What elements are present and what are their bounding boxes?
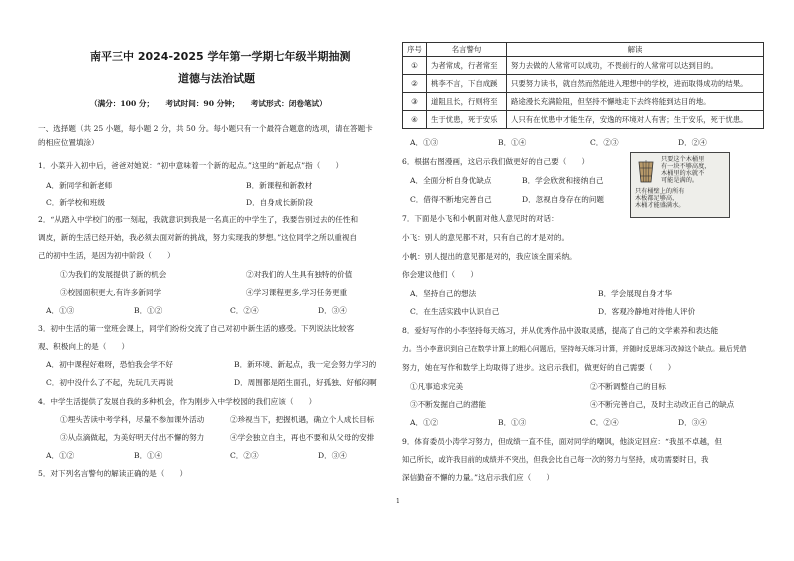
q1-option-d[interactable]: D．自身成长新阶段 xyxy=(246,198,313,207)
table-cell-no: ① xyxy=(403,57,427,75)
q1-option-c[interactable]: C．新学校和班级 xyxy=(46,198,105,207)
q8-statement-4: ④不断完善自己，及时主动改正自己的缺点 xyxy=(590,400,735,409)
q6-option-c[interactable]: C．借得不断地完善自己 xyxy=(410,195,492,204)
q5-option-b[interactable]: B．①④ xyxy=(498,138,527,147)
q4-option-a[interactable]: A．①② xyxy=(46,451,75,460)
q7-option-b[interactable]: B．学会展现自身才华 xyxy=(598,289,672,298)
table-cell-no: ③ xyxy=(403,93,427,111)
q7-stem-line1: 7．下面是小飞和小帆面对他人意见时的对话： xyxy=(402,214,559,223)
table-header-row xyxy=(403,43,764,57)
barrel-icon xyxy=(635,158,657,184)
exam-meta: （满分：100 分； 考试时间：90 分钟； 考试形式：闭卷笔试） xyxy=(90,99,327,108)
section-intro: 一、选择题（共 25 小题，每小题 2 分，共 50 分。每小题只有一个最符合题意的选项，请在答题卡 xyxy=(38,124,373,133)
q8-stem-line1: 8．爱好写作的小李坚持每天练习，并从优秀作品中汲取灵感，提高了自己的文学素养和表达能 xyxy=(402,326,719,335)
q8-option-c[interactable]: C．②④ xyxy=(590,418,619,427)
q1-option-a[interactable]: A．新同学和新老师 xyxy=(46,181,113,190)
q2-option-b[interactable]: B．①② xyxy=(134,306,163,315)
q5-option-a[interactable]: A．①③ xyxy=(410,138,439,147)
exam-title: 南平三中 2024-2025 学年第一学期七年级半期抽测 xyxy=(90,50,351,63)
table-row xyxy=(403,57,764,75)
q7-stem-line2: 小飞：别人的意见都不对，只有自己的才是对的。 xyxy=(402,233,570,242)
q3-option-b[interactable]: B．新环境、新起点，我一定会努力学习的 xyxy=(234,360,377,369)
page-number: 1 xyxy=(396,498,400,505)
q8-statement-1: ①凡事追求完美 xyxy=(410,382,464,391)
q7-stem-line3: 小帆：别人提出的意见都是对的，我应该全面采纳。 xyxy=(402,252,577,261)
q2-stem-line1: 2．“从踏入中学校门的那一刻起，我就意识到我是一名真正的中学生了，我要告别过去的任性和 xyxy=(38,215,359,224)
q7-option-a[interactable]: A．坚持自己的想法 xyxy=(410,289,477,298)
q7-option-d[interactable]: D．客观冷静地对待他人评价 xyxy=(598,307,696,316)
q3-option-a[interactable]: A．初中课程好难呀，恐怕我会学不好 xyxy=(46,360,173,369)
q2-option-d[interactable]: D．③④ xyxy=(318,306,347,315)
q5-stem: 5．对下列名言警句的解读正确的是（ ） xyxy=(38,469,188,478)
quote-table xyxy=(402,42,764,129)
q9-stem-line2: 知己所长，或许我目前的成绩并不突出，但我会比自己每一次的努力与坚持，成功需要时日，我 xyxy=(402,455,709,464)
q8-stem-line3: 努力，她在写作和数学上均取得了进步。这启示我们，做更好的自己需要（ ） xyxy=(402,363,676,372)
q4-statement-4: ④学会独立自主，再也不要和从父母的安排 xyxy=(230,433,375,442)
q6-option-d[interactable]: D．忽视自身存在的问题 xyxy=(522,195,605,204)
q4-statement-2: ②珍视当下，把握机遇，确立个人成长目标 xyxy=(230,415,375,424)
q7-stem-line4: 你会建议他们（ ） xyxy=(402,270,478,279)
q7-option-c[interactable]: C．在生活实践中认识自己 xyxy=(410,307,500,316)
q3-option-d[interactable]: D．周围都是陌生面孔，好孤独、好郁闷啊 xyxy=(234,378,377,387)
q8-stem-line2: 力。当小李意识到自己在数学计算上的粗心问题后，坚持每天练习计算，并随时反思练习改掉这个缺点。最后凭借 xyxy=(402,345,747,353)
q2-statement-4: ④学习课程更多,学习任务更重 xyxy=(246,288,348,297)
table-row xyxy=(403,93,764,111)
table-cell-quote: 桃李不言，下自成蹊 xyxy=(427,75,507,93)
table-cell-note: 路途漫长充满险阻，但坚持不懈地走下去终将能到达目的地。 xyxy=(507,93,764,111)
q4-statement-3: ③从点滴做起，为美好明天付出不懈的努力 xyxy=(60,433,205,442)
table-cell-quote: 生于忧患，死于安乐 xyxy=(427,111,507,129)
table-cell-no: ④ xyxy=(403,111,427,129)
barrel-cartoon xyxy=(630,152,730,218)
table-cell-note: 人只有在忧患中才能生存，安逸的环境对人有害；生于安乐，死于忧患。 xyxy=(507,111,764,129)
table-cell-no: ② xyxy=(403,75,427,93)
q2-option-c[interactable]: C．②④ xyxy=(230,306,259,315)
q2-stem-line2: 调皮，新的生活已经开始，我必须去面对新的挑战，努力实现我的梦想。”这位同学之所以重视自 xyxy=(38,233,358,242)
q3-stem-line2: 观、积极向上的是（ ） xyxy=(38,342,130,351)
q2-option-a[interactable]: A．①③ xyxy=(46,306,75,315)
q9-stem-line3: 深信勤奋不懈的力量。”这启示我们应（ ） xyxy=(402,473,554,482)
q6-option-b[interactable]: B．学会欣赏和接纳自己 xyxy=(522,176,604,185)
q2-statement-2: ②对我们的人生具有独特的价值 xyxy=(246,270,353,279)
q4-option-c[interactable]: C．②③ xyxy=(230,451,259,460)
q6-stem: 6．根据右图漫画，这启示我们做更好的自己要（ ） xyxy=(402,157,590,166)
q5-option-c[interactable]: C．②③ xyxy=(590,138,619,147)
cartoon-bubble-1: 只要这个木桶里 有一块不够高度， 木桶里的水就不 可能是满的。 xyxy=(661,156,711,185)
q8-statement-3: ③不断发掘自己的潜能 xyxy=(410,400,486,409)
table-header-note: 解读 xyxy=(507,43,764,57)
q4-statement-1: ①埋头苦读中考学科，尽量不参加课外活动 xyxy=(60,415,205,424)
q4-option-b[interactable]: B．①④ xyxy=(134,451,163,460)
q8-option-b[interactable]: B．①③ xyxy=(498,418,527,427)
q4-option-d[interactable]: D．③④ xyxy=(318,451,347,460)
table-cell-quote: 道阻且长，行则将至 xyxy=(427,93,507,111)
q9-stem-line1: 9．体育委员小涛学习努力，但成绩一直不佳，面对同学的嘲讽，他淡定回应：“我虽不卓越，但 xyxy=(402,437,723,446)
table-cell-note: 只要努力读书，就自然而然能进入理想中的学校，进而取得成功的结果。 xyxy=(507,75,764,93)
q4-stem: 4．中学生活提供了发展自我的多种机会，作为刚步入中学校园的我们应该（ ） xyxy=(38,397,317,406)
cartoon-bubble-2: 只有桶壁上的所有 木板都足够高， 木桶才能盛满水。 xyxy=(635,188,685,210)
q2-statement-1: ①为我们的发展提供了新的机会 xyxy=(60,270,167,279)
table-row xyxy=(403,111,764,129)
q8-option-d[interactable]: D．③④ xyxy=(678,418,707,427)
table-cell-quote: 为者常成，行者常至 xyxy=(427,57,507,75)
q6-option-a[interactable]: A．全面分析自身优缺点 xyxy=(410,176,492,185)
section-intro-cont: 的相应位置填涂） xyxy=(38,138,99,147)
q8-statement-2: ②不断调整自己的目标 xyxy=(590,382,666,391)
table-row xyxy=(403,75,764,93)
q8-option-a[interactable]: A．①② xyxy=(410,418,439,427)
q3-stem-line1: 3．初中生活的第一堂班会课上，同学们纷纷交流了自己对初中新生活的感受。下列说法比较客 xyxy=(38,324,355,333)
table-header-no: 序号 xyxy=(403,43,427,57)
q2-statement-3: ③校园面积更大,有许多新同学 xyxy=(60,288,162,297)
table-header-quote: 名言警句 xyxy=(427,43,507,57)
q1-option-b[interactable]: B．新课程和新教材 xyxy=(246,181,313,190)
q5-option-d[interactable]: D．②④ xyxy=(678,138,707,147)
q3-option-c[interactable]: C．初中没什么了不起，先玩几天再说 xyxy=(46,378,174,387)
q1-stem: 1．小菜升入初中后，爸爸对她说：“初中意味着一个新的起点。”这里的“新起点”指（ ） xyxy=(38,161,344,170)
q2-stem-line3: 己的初中生活，是因为初中阶段（ ） xyxy=(38,251,175,260)
exam-subject: 道德与法治试题 xyxy=(178,72,255,85)
table-cell-note: 努力去做的人常常可以成功，不畏前行的人常常可以达到目的。 xyxy=(507,57,764,75)
